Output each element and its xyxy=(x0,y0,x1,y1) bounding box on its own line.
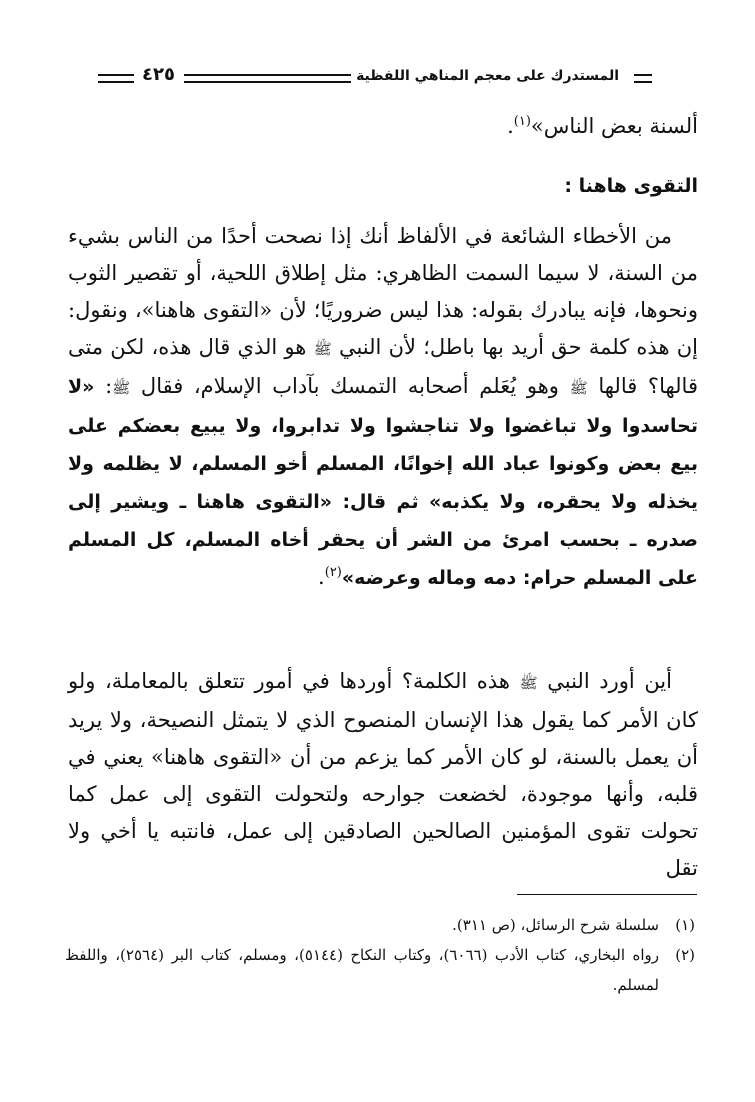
header-rule-left xyxy=(98,74,134,83)
footnote-item xyxy=(65,910,695,940)
footnotes xyxy=(65,910,695,1000)
continued-text: ألسنة بعض الناس» xyxy=(530,114,698,138)
page-number: ٤٢٥ xyxy=(138,64,179,85)
para1-text-1: من الأخطاء الشائعة في الألفاظ أنك إذا نصحت أحدًا من الناس بشيء من السنة، لا سيما السمت الظاهري: مثل إطلاق اللحية، أو تقصير الثوب ونحوها، فإنه يبادرك بقوله: هذا ليس ضروريًا؛ لأن «التقوى هاهنا»، ونقول: إن هذه كلمة حق أريد بها باطل؛ لأن النبي xyxy=(68,224,699,359)
paragraph-2 xyxy=(68,663,698,887)
para1-text-3: وهو يُعَلم أصحابه التمسك بآداب الإسلام، فقال xyxy=(130,374,570,398)
footnote-ref-2[interactable]: (٢) xyxy=(324,565,342,580)
running-title: المستدرك على معجم المناهي اللفظية xyxy=(351,68,624,84)
salutation-mark: ﷺ xyxy=(313,340,332,358)
salutation-mark: ﷺ xyxy=(112,379,131,397)
footnote-ref-1[interactable]: (١) xyxy=(513,114,531,129)
section-heading: التقوى هاهنا : xyxy=(564,175,698,197)
header-rule-right xyxy=(634,74,652,83)
para2-text-2: هذه الكلمة؟ أوردها في أمور تتعلق بالمعاملة، ولو كان الأمر كما يقول هذا الإنسان المنصوح الذي لا يتمثل النصيحة، ولا يريد أن يعمل بالسنة، لو كان الأمر كما يزعم من أن «التقوى هاهنا» يعني في قلبه، وأنها موجودة، لخضعت جوارحه ولتحولت التقوى إلى عمل كما تحولت تقوى المؤمنين الصالحين الصادقين إلى عمل، فانتبه يا أخي ولا تقل xyxy=(68,669,698,880)
paragraph-1 xyxy=(68,218,698,597)
para1-end: . xyxy=(318,565,325,589)
footnote-separator xyxy=(517,894,697,895)
para1-text-4: : xyxy=(94,374,113,398)
para2-text-1: أين أورد النبي xyxy=(537,669,672,693)
hadith-quote: «لا تحاسدوا ولا تباغضوا ولا تناجشوا ولا تدابروا، ولا يبيع بعضكم على بيع بعض وكونوا عباد الله إخوانًا، المسلم أخو المسلم، لا يظلمه ولا يخذله ولا يحقره، ولا يكذبه» ثم قال: «التقوى هاهنا ـ ويشير إلى صدره ـ بحسب امرئ من الشر أن يحقر أخاه المسلم، كل المسلم على المسلم حرام: دمه وماله وعرضه» xyxy=(68,376,698,589)
salutation-mark: ﷺ xyxy=(519,674,538,692)
footnote-number: (١) xyxy=(675,916,695,934)
continued-end: . xyxy=(507,114,514,138)
continued-paragraph xyxy=(68,108,698,145)
footnote-text: سلسلة شرح الرسائل، (ص ٣١١). xyxy=(452,916,659,934)
running-header xyxy=(98,62,652,92)
footnote-item xyxy=(65,940,695,1000)
footnote-text: رواه البخاري، كتاب الأدب (٦٠٦٦)، وكتاب النكاح (٥١٤٤)، ومسلم، كتاب البر (٢٥٦٤)، واللفظ لمسلم. xyxy=(65,946,659,994)
para1-text-2: هو الذي قال هذه، لكن متى قالها؟ قالها xyxy=(68,335,698,398)
footnote-number: (٢) xyxy=(675,946,695,964)
salutation-mark: ﷺ xyxy=(569,379,588,397)
